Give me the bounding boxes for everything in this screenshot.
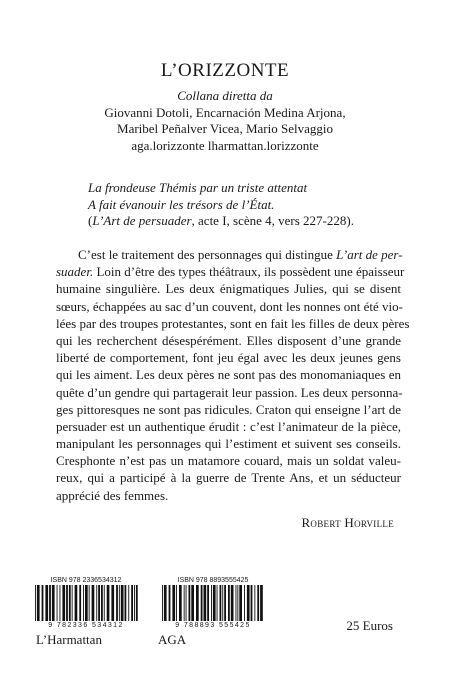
barcode-bar <box>184 585 185 621</box>
publisher-lharmattan: L’Harmattan <box>36 632 102 647</box>
barcode-bar <box>37 585 40 621</box>
barcode-bar <box>236 585 237 621</box>
barcode-digits-left: 9 782336 534312 <box>48 622 124 629</box>
barcode-bar <box>228 585 230 621</box>
epigraph-source-title: L’Art de persuader <box>92 213 192 228</box>
barcode-bar <box>222 585 223 621</box>
isbn-label-left: ISBN 978 2336534312 <box>50 577 122 584</box>
barcode-bar <box>251 585 253 621</box>
barcode-bar <box>220 585 222 621</box>
barcode-bar <box>244 585 245 621</box>
italic-title-part-1: L’art de per- <box>336 247 403 262</box>
barcode-bar <box>52 585 55 621</box>
body-line-5: lées par des troupes protestantes, sont en fait les filles de deux pères <box>56 315 410 331</box>
publisher-aga: AGA <box>158 632 187 647</box>
barcode-bar <box>104 585 105 621</box>
barcode-bars-left <box>33 585 139 621</box>
barcode-bar <box>164 585 167 621</box>
barcode-bar <box>186 585 187 621</box>
body-line-12: manipulant les personnages qui l’estiment et suivent ses conseils. <box>56 436 401 452</box>
barcode-bar <box>136 585 138 621</box>
barcode-bar <box>72 585 73 621</box>
body-line-8: qui les aiment. Les deux pères ne sont pas des monomaniaques en <box>56 367 401 383</box>
barcode-bar <box>134 585 135 621</box>
italic-title-part-2: suader. <box>56 264 94 280</box>
barcode-bar <box>79 585 81 621</box>
barcode-bar <box>98 585 100 621</box>
epigraph-source: (L’Art de persuader, acte I, scène 4, vers 227-228). <box>88 213 354 228</box>
barcode-bar <box>119 585 120 621</box>
body-line-15: apprécié des femmes. <box>56 487 169 503</box>
barcode-bar <box>179 585 182 621</box>
series-header <box>0 60 450 154</box>
author-signature: Robert Horville <box>301 515 394 530</box>
barcode-bar <box>172 585 175 621</box>
barcode-bar <box>201 585 203 621</box>
barcode-bar <box>191 585 194 621</box>
barcode-bar <box>239 585 242 621</box>
barcode-bar <box>85 585 88 621</box>
barcode-bar <box>217 585 218 621</box>
body-line-4: sœurs, échappées au sac d’un couvent, dont les nonnes ont été vio- <box>56 298 403 314</box>
barcode-bar <box>83 585 84 621</box>
barcode-bar <box>207 585 209 621</box>
epigraph-source-rest: , acte I, scène 4, vers 227-228). <box>191 213 354 228</box>
barcode-bar <box>254 585 255 621</box>
barcode-bar <box>75 585 78 621</box>
editors-line-2: Maribel Peñalver Vicea, Mario Selvaggio <box>117 121 333 136</box>
editors-line-1: Giovanni Dotoli, Encarnación Medina Arjona, <box>104 104 346 120</box>
barcode-bar <box>176 585 177 621</box>
barcode-bar <box>169 585 171 621</box>
barcode-bar <box>247 585 250 621</box>
collection-line: Collana diretta da <box>177 88 273 103</box>
barcode-bar <box>57 585 58 621</box>
body-line-6: qui les recherchent désespérément. Elles disposent d’une grande <box>56 332 401 348</box>
epigraph <box>88 180 418 230</box>
barcode-bar <box>49 585 51 621</box>
barcode-bar <box>162 585 163 621</box>
barcode-bar <box>35 585 36 621</box>
isbn-label-right: ISBN 978 8893555425 <box>177 577 249 584</box>
barcode-bar <box>260 585 263 621</box>
body-line-10: ges pittoresques ne sont pas ridicules. Craton qui enseigne l’art de <box>56 401 401 417</box>
barcode-lharmattan <box>33 576 139 630</box>
barcode-bar <box>101 585 103 621</box>
barcode-bar <box>213 585 216 621</box>
barcode-bar <box>224 585 226 621</box>
barcode-bar <box>66 585 68 621</box>
barcode-bar <box>116 585 118 621</box>
barcode-bar <box>237 585 238 621</box>
epigraph-line-2: A fait évanouir les trésors de l’État. <box>88 196 275 212</box>
barcode-bar <box>89 585 90 621</box>
series-title: L’ORIZZONTE <box>160 60 290 81</box>
body-line-14: reux, qui a participé à la guerre de Trente Ans, et un séducteur <box>56 470 401 486</box>
barcode-bar <box>69 585 71 621</box>
barcode-bar <box>231 585 234 621</box>
price: 25 Euros <box>346 618 393 633</box>
barcode-bar <box>60 585 61 621</box>
body-paragraph <box>56 246 410 504</box>
barcode-bar <box>128 585 129 621</box>
barcode-bar <box>196 585 199 621</box>
barcode-bar <box>42 585 44 621</box>
body-line-7: liberté de comportement, font jeu égal avec les deux jeunes gens <box>56 350 401 366</box>
barcode-bars-right <box>160 585 266 621</box>
barcode-bar <box>125 585 127 621</box>
barcode-bar <box>45 585 48 621</box>
barcode-bar <box>189 585 191 621</box>
epigraph-line-1: La frondeuse Thémis par un triste attentat <box>88 180 308 195</box>
barcode-bar <box>257 585 259 621</box>
body-line-2: suader. Loin d’être des types théâtraux, ils possèdent une épaisseur <box>56 264 405 280</box>
body-line-13: Cresphonte n’est pas un matamore couard, mais un soldat valeu- <box>56 453 401 469</box>
links-line: aga.lorizzonte lharmattan.lorizzonte <box>131 137 319 153</box>
barcode-bar <box>204 585 207 621</box>
barcode-bar <box>111 585 114 621</box>
body-line-3: humaine singulière. Les deux énigmatiques Julies, qui se disent <box>56 281 401 297</box>
barcode-aga <box>160 576 266 630</box>
barcode-bar <box>96 585 97 621</box>
barcode-bar <box>62 585 65 621</box>
body-line-9: quête d’un gendre qui partagerait leur passion. Les deux personna- <box>56 384 403 400</box>
barcode-bar <box>92 585 95 621</box>
body-line-1: C’est le traitement des personnages qui distingue L’art de per- <box>78 247 403 262</box>
barcode-bar <box>121 585 124 621</box>
barcode-digits-right: 9 788893 555425 <box>175 622 251 629</box>
barcode-bar <box>107 585 110 621</box>
barcode-bar <box>211 585 212 621</box>
body-line-11: persuader est un authentique érudit : c’est l’animateur de la pièce, <box>56 418 401 434</box>
barcode-bar <box>131 585 133 621</box>
